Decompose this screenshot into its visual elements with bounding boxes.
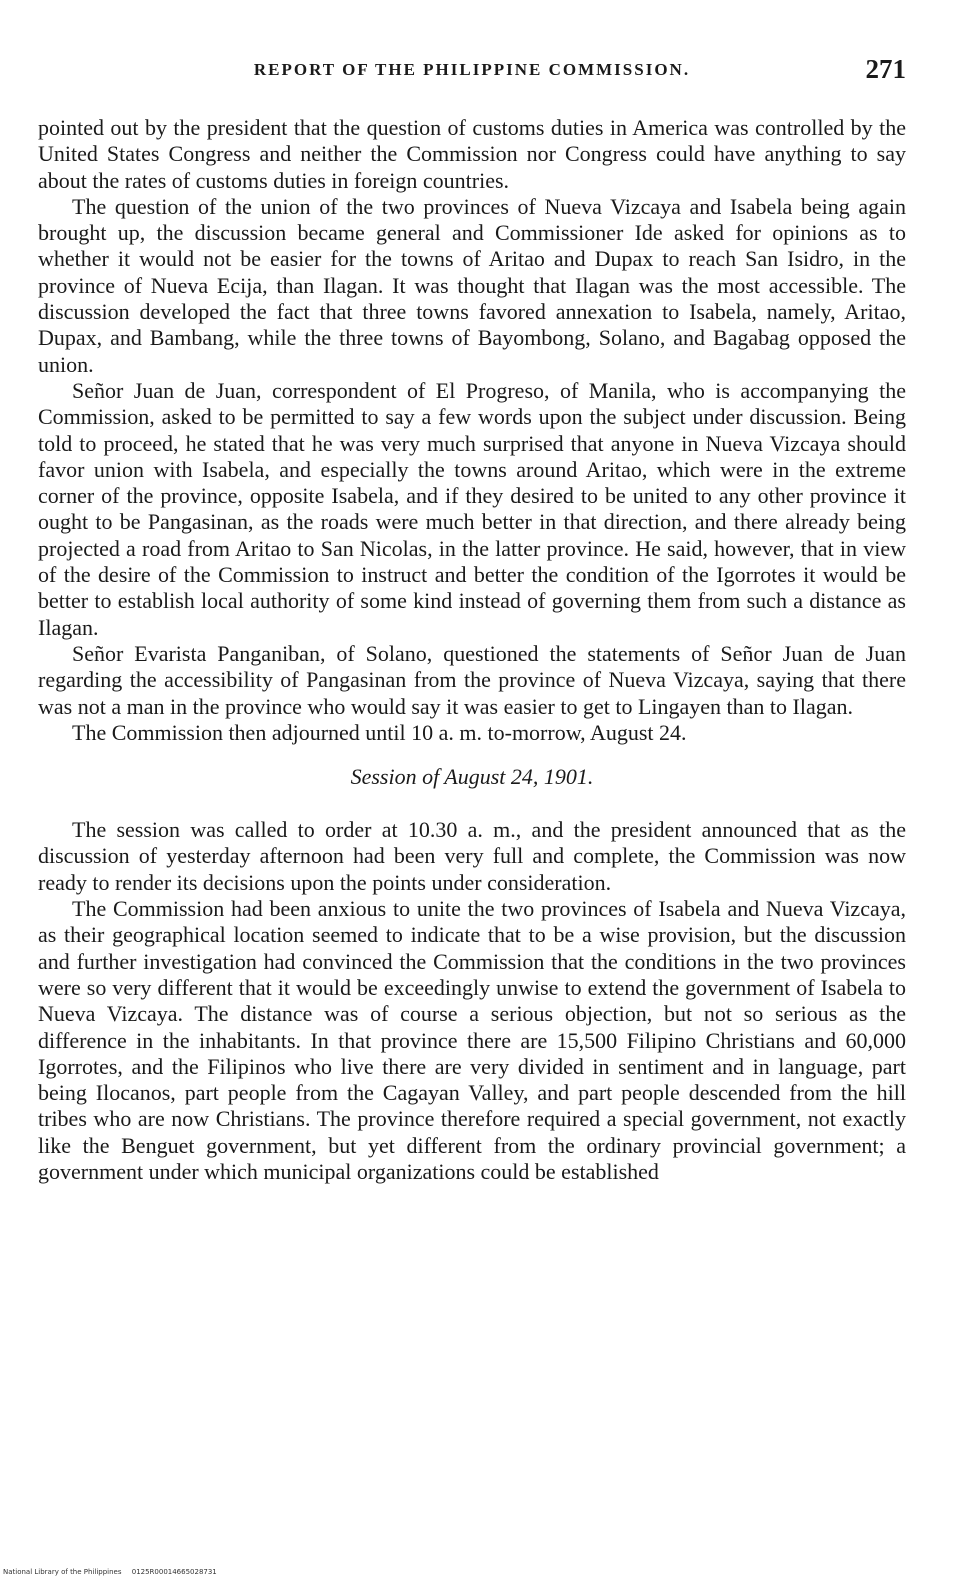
scan-footer xyxy=(3,1568,217,1576)
paragraph-customs-duties: pointed out by the president that the question of customs duties in America was controlled by the United States Congress and neither the Commission nor Congress could have anything to say about the rates of customs duties in foreign countries. xyxy=(38,115,906,193)
paragraph-juan-de-juan: Señor Juan de Juan, correspondent of El Progreso, of Manila, who is accompanying the Commission, asked to be permitted to say a few words upon the subject under discussion. Being told to proceed, he stated that he was very much surprised that anyone in Nueva Vizcaya should favor union with Isabela, and especially the towns around Aritao, which were in the extreme corner of the province, opposite Isabela, and if they desired to be united to any other province it ought to be Pangasinan, as the roads were much better in that direction, and there already being projected a road from Aritao to San Nicolas, in the latter province. He said, however, that in view of the desire of the Commission to instruct and better the condition of the Igorrotes it would be better to establish local authority of some kind instead of governing them from such a distance as Ilagan. xyxy=(38,377,906,640)
footer-library: National Library of the Philippines xyxy=(3,1568,122,1576)
page-number: 271 xyxy=(865,54,906,84)
paragraph-union-question: The question of the union of the two provinces of Nueva Vizcaya and Isabela being again brought up, the discussion became general and Commissioner Ide asked for opinions as to whether it would not be easier for the towns of Aritao and Dupax to reach San Isidro, in the province of Nueva Ecija, than Ilagan. It was thought that Ilagan was the most accessible. The discussion developed the fact that three towns favored annexation to Isabela, namely, Aritao, Dupax, and Bambang, while the three towns of Bayombong, Solano, and Bagabag opposed the union. xyxy=(38,193,906,377)
footer-scan-id: 0125R00014665028731 xyxy=(131,1568,217,1576)
paragraph-commission-decision: The Commission had been anxious to unite the two provinces of Isabela and Nueva Vizcaya, as their geographical location seemed to indicate that to be a wise provision, but the discussion and further investigation had convinced the Commission that the conditions in the two provinces were so very different that it would be exceedingly unwise to extend the government of Isabela to Nueva Vizcaya. The distance was of course a serious objection, but not so serious as the difference in the inhabitants. In that province there are 15,500 Filipino Christians and 60,000 Igorrotes, and the Filipinos who live there are very divided in sentiment and in language, part being Ilocanos, part people from the Cagayan Valley, and part people descended from the hill tribes who are now Christians. The province therefore required a special government, not exactly like the Benguet government, but yet different from the ordinary provincial government; a government under which municipal organizations could be established xyxy=(38,896,906,1184)
running-head-title: REPORT OF THE PHILIPPINE COMMISSION. xyxy=(253,60,691,79)
paragraph-adjourned: The Commission then adjourned until 10 a. m. to-morrow, August 24. xyxy=(72,719,687,745)
session-heading: Session of August 24, 1901. xyxy=(350,764,594,790)
document-page xyxy=(38,54,906,1185)
paragraph-panganiban: Señor Evarista Panganiban, of Solano, questioned the statements of Señor Juan de Juan regarding the accessibility of Pangasinan from the province of Nueva Vizcaya, saying that there was not a man in the province who would say it was easier to get to Lingayen than to Ilagan. xyxy=(38,640,906,719)
running-header xyxy=(38,54,906,94)
paragraph-session-opened: The session was called to order at 10.30 a. m., and the president announced that as the discussion of yesterday afternoon had been very full and complete, the Commission was now ready to render its decisions upon the points under consideration. xyxy=(38,817,906,895)
